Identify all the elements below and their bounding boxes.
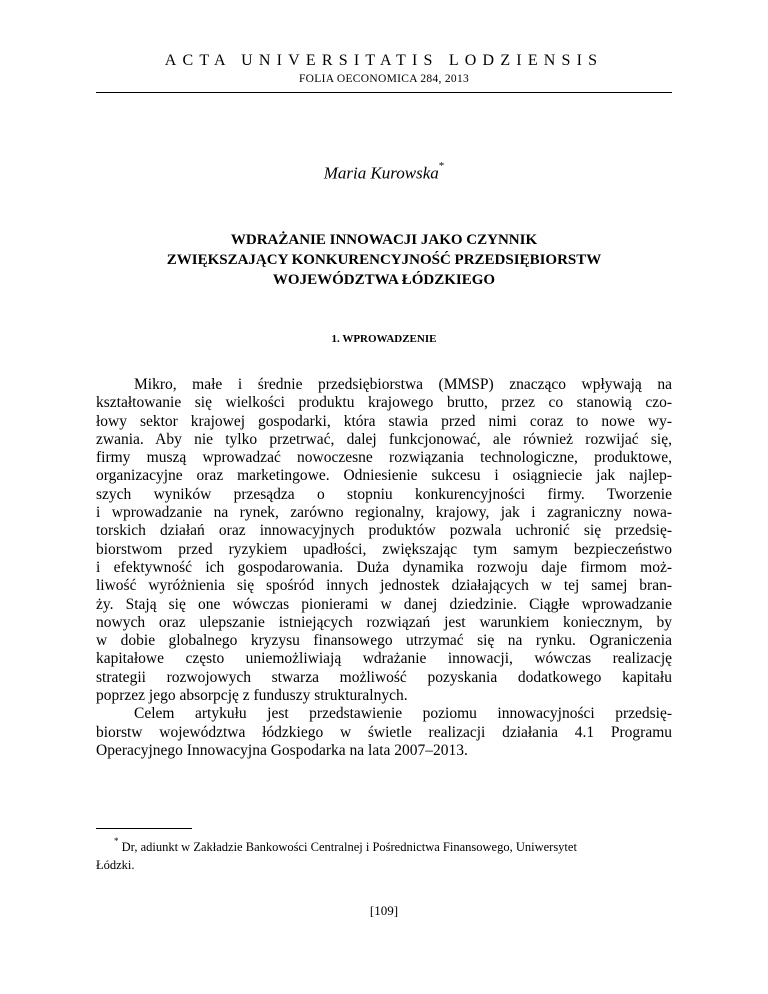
body-text: [96, 376, 672, 760]
header-rule: [96, 92, 672, 93]
text-line: organizacyjne oraz marketingowe. Odniesienie sukcesu i osiągniecie jak najlep-: [96, 467, 672, 485]
text-line: liwość wyróżnienia się spośród innych jednostek działających w tej samej bran-: [96, 577, 672, 595]
title-line: ZWIĘKSZAJĄCY KONKURENCYJNOŚĆ PRZEDSIĘBIORSTW: [166, 252, 602, 268]
text-line: kapitałowe często uniemożliwiają wdrażanie innowacji, wówczas realizację: [96, 650, 672, 668]
text-line: strategii rozwojowych stwarza możliwość pozyskania dodatkowego kapitału: [96, 668, 672, 686]
author-line: [96, 160, 672, 184]
text-line: łowy sektor krajowej gospodarki, która stawia przed nimi coraz to nowe wy-: [96, 412, 672, 430]
text-line: nowych oraz ulepszanie istniejących rozwiązań jest warunkiem koniecznym, by: [96, 613, 672, 631]
article-title: [96, 230, 672, 290]
section-heading: 1. WPROWADZENIE: [331, 333, 437, 345]
title-line: WOJEWÓDZTWA ŁÓDZKIEGO: [272, 272, 496, 288]
text-line: biorstw województwa łódzkiego w świetle realizacji działania 4.1 Programu: [96, 723, 672, 741]
text-line: kształtowanie się wielkości produktu krajowego brutto, przez co stanowią czo-: [96, 394, 672, 412]
page-number: [109]: [369, 903, 399, 918]
text-line: zwania. Aby nie tylko przetrwać, dalej funkcjonować, ale również rozwijać się,: [96, 430, 672, 448]
title-line: WDRAŻANIE INNOWACJI JAKO CZYNNIK: [230, 232, 538, 248]
journal-title: ACTA UNIVERSITATIS LODZIENSIS: [164, 52, 604, 69]
footnote-mark: *: [114, 836, 119, 846]
text-line: torskich działań oraz innowacyjnych produktów pozwala uchronić się przedsię-: [96, 522, 672, 540]
author-footnote-mark[interactable]: *: [438, 160, 445, 172]
text-line: w dobie globalnego kryzysu finansowego utrzymać się na rynku. Ograniczenia: [96, 632, 672, 650]
footnote-text: Dr, adiunkt w Zakładzie Bankowości Centralnej i Pośrednictwa Finansowego, Uniwersytet: [121, 840, 577, 855]
text-line: Celem artykułu jest przedstawienie poziomu innowacyjności przedsię-: [134, 705, 672, 723]
text-line: i efektywność ich gospodarowania. Duża dynamika rozwoju daje firmom moż-: [96, 558, 672, 576]
text-line: biorstwom przed ryzykiem upadłości, zwiększając tym samym bezpieczeństwo: [96, 540, 672, 558]
footnote: [96, 834, 672, 874]
footnote-line: Łódzki.: [96, 858, 135, 873]
footnote-rule: [96, 828, 192, 829]
text-line: Operacyjnego Innowacyjna Gospodarka na lata 2007–2013.: [96, 741, 468, 759]
paragraph-2: [96, 705, 672, 760]
text-line: poprzez jego absorpcję z funduszy strukturalnych.: [96, 687, 408, 705]
text-line: i wprowadzanie na rynek, zarówno regionalny, krajowy, jak i zagraniczny nowa-: [96, 504, 672, 522]
author-name: Maria Kurowska: [323, 163, 439, 183]
text-line: Mikro, małe i średnie przedsiębiorstwa (MMSP) znacząco wpływają na: [134, 376, 672, 393]
footnote-line: [96, 834, 672, 856]
journal-series: FOLIA OECONOMICA 284, 2013: [298, 73, 470, 85]
paragraph-1: [96, 376, 672, 705]
text-line: szych wyników przesądza o stopniu konkurencyjności firmy. Tworzenie: [96, 485, 672, 503]
text-line: firmy muszą wprowadzać nowoczesne rozwiązania technologiczne, produktowe,: [96, 449, 672, 467]
text-line: ży. Stają się one wówczas pionierami w danej dziedzinie. Ciągłe wprowadzanie: [96, 595, 672, 613]
